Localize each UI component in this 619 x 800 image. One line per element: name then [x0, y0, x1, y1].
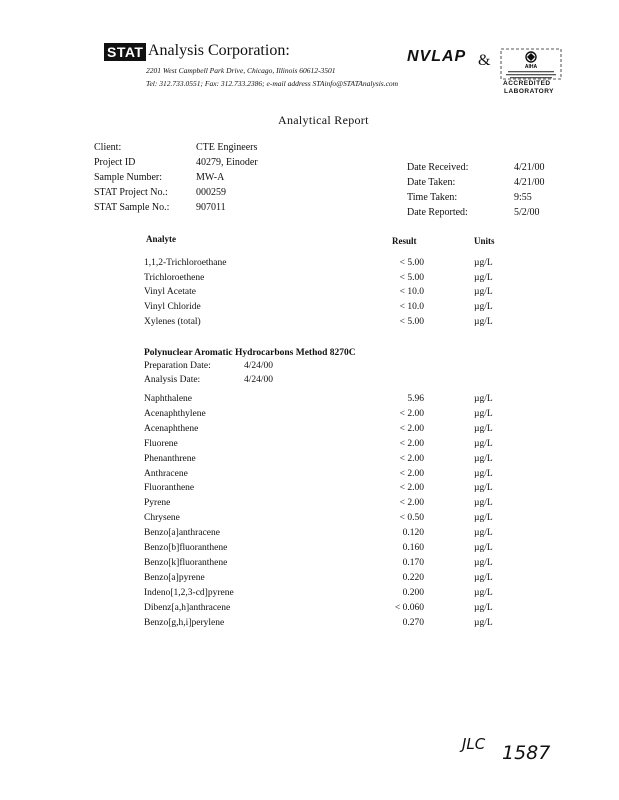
date-reported-label: Date Reported:: [407, 207, 468, 218]
analyte-cell: Indeno[1,2,3-cd]pyrene: [144, 587, 234, 598]
units-cell: µg/L: [474, 272, 493, 283]
result-cell: 5.96: [407, 394, 424, 404]
units-cell: µg/L: [474, 483, 493, 494]
units-cell: µg/L: [474, 572, 493, 583]
result-cell: < 2.00: [399, 498, 424, 509]
units-cell: µg/L: [474, 617, 493, 628]
analyte-cell: Acenaphthylene: [144, 408, 206, 419]
analyte-cell: Fluorene: [144, 438, 178, 449]
report-title: Analytical Report: [278, 113, 369, 127]
result-cell: < 10.0: [399, 287, 424, 298]
units-cell: µg/L: [474, 468, 493, 479]
result-cell: < 5.00: [399, 272, 424, 283]
company-contact: Tel: 312.733.0551; Fax: 312.733.2386; e-mail address STAinfo@STATAnalysis.com: [146, 79, 399, 88]
company-address: 2201 West Campbell Park Drive, Chicago, Illinois 60612-3501: [146, 66, 336, 75]
preparation-date-value: 4/24/00: [244, 361, 274, 371]
stat-project-value: 000259: [196, 187, 226, 198]
analyte-cell: Anthracene: [144, 468, 188, 479]
units-cell: µg/L: [474, 587, 493, 598]
units-cell: µg/L: [474, 258, 493, 268]
ampersand: &: [478, 52, 491, 69]
units-cell: µg/L: [474, 528, 493, 539]
analyte-cell: Naphthalene: [144, 394, 193, 404]
handwritten-page-number: 1587: [502, 742, 551, 764]
result-cell: < 2.00: [399, 423, 424, 434]
svg-text:AIHA: AIHA: [524, 64, 538, 70]
result-cell: 0.120: [402, 528, 424, 539]
result-cell: < 0.060: [394, 602, 424, 613]
result-cell: < 2.00: [399, 468, 424, 479]
units-cell: µg/L: [474, 438, 493, 449]
client-label: Client:: [94, 142, 122, 153]
units-cell: µg/L: [474, 453, 493, 464]
units-cell: µg/L: [474, 602, 493, 613]
analyte-cell: Vinyl Chloride: [144, 302, 201, 313]
result-cell: < 2.00: [399, 453, 424, 464]
units-cell: µg/L: [474, 302, 493, 313]
result-cell: 0.200: [402, 587, 424, 598]
result-cell: < 2.00: [399, 438, 424, 449]
analyte-cell: Acenaphthene: [144, 423, 199, 434]
stat-sample-value: 907011: [196, 202, 226, 213]
pah-section-title: Polynuclear Aromatic Hydrocarbons Method 8270C: [144, 348, 356, 358]
units-cell: µg/L: [474, 498, 493, 509]
aiha-laboratory: LABORATORY: [504, 88, 555, 95]
result-cell: 0.170: [402, 557, 424, 568]
result-cell: 0.160: [402, 543, 424, 553]
analyte-cell: Benzo[g,h,i]perylene: [144, 617, 225, 628]
stat-sample-label: STAT Sample No.:: [94, 202, 170, 213]
time-taken-label: Time Taken:: [407, 192, 458, 203]
date-taken-value: 4/21/00: [514, 177, 545, 188]
analyte-cell: Benzo[b]fluoranthene: [144, 543, 228, 553]
units-cell: µg/L: [474, 543, 493, 553]
analyte-header: Analyte: [146, 234, 176, 244]
result-cell: < 2.00: [399, 408, 424, 419]
analyte-cell: Phenanthrene: [144, 453, 196, 464]
analyte-cell: Benzo[k]fluoranthene: [144, 557, 228, 568]
handwritten-initials: JLC: [462, 735, 486, 753]
result-cell: < 10.0: [399, 302, 424, 313]
date-taken-label: Date Taken:: [407, 177, 456, 188]
aiha-accredited: ACCREDITED: [503, 80, 551, 87]
client-value: CTE Engineers: [196, 142, 258, 153]
project-id-value: 40279, Einoder: [196, 157, 258, 168]
analysis-date-value: 4/24/00: [244, 375, 274, 385]
result-header: Result: [392, 236, 417, 246]
units-cell: µg/L: [474, 408, 493, 419]
analyte-cell: Benzo[a]anthracene: [144, 528, 220, 539]
result-cell: < 2.00: [399, 483, 424, 494]
project-id-label: Project ID: [94, 157, 136, 168]
company-name: Analysis Corporation:: [148, 42, 290, 59]
units-header: Units: [474, 236, 495, 246]
sample-number-label: Sample Number:: [94, 172, 163, 183]
result-cell: 0.270: [402, 617, 424, 628]
units-cell: µg/L: [474, 394, 493, 404]
units-cell: µg/L: [474, 513, 493, 524]
analyte-cell: Benzo[a]pyrene: [144, 572, 205, 583]
analyte-cell: Chrysene: [144, 513, 180, 524]
result-cell: < 5.00: [399, 316, 424, 327]
analyte-cell: Vinyl Acetate: [144, 287, 196, 298]
company-logo: STAT: [104, 43, 146, 61]
result-cell: < 5.00: [399, 258, 424, 268]
date-reported-value: 5/2/00: [514, 207, 540, 218]
analyte-cell: Trichloroethene: [144, 272, 205, 283]
preparation-date-label: Preparation Date:: [144, 361, 211, 371]
analyte-cell: Xylenes (total): [144, 316, 201, 327]
units-cell: µg/L: [474, 287, 493, 298]
units-cell: µg/L: [474, 423, 493, 434]
result-cell: 0.220: [402, 572, 424, 583]
nvlap-logo: NVLAP: [407, 48, 467, 65]
analyte-cell: Fluoranthene: [144, 483, 195, 494]
units-cell: µg/L: [474, 316, 493, 327]
analyte-cell: Pyrene: [144, 498, 171, 509]
date-received-label: Date Received:: [407, 162, 469, 173]
analysis-date-label: Analysis Date:: [144, 375, 201, 385]
result-cell: < 0.50: [399, 513, 424, 524]
analyte-cell: 1,1,2-Trichloroethane: [144, 258, 227, 268]
sample-number-value: MW-A: [196, 172, 225, 183]
time-taken-value: 9:55: [514, 192, 532, 203]
date-received-value: 4/21/00: [514, 162, 545, 173]
stat-project-label: STAT Project No.:: [94, 187, 168, 198]
units-cell: µg/L: [474, 557, 493, 568]
analyte-cell: Dibenz[a,h]anthracene: [144, 602, 231, 613]
